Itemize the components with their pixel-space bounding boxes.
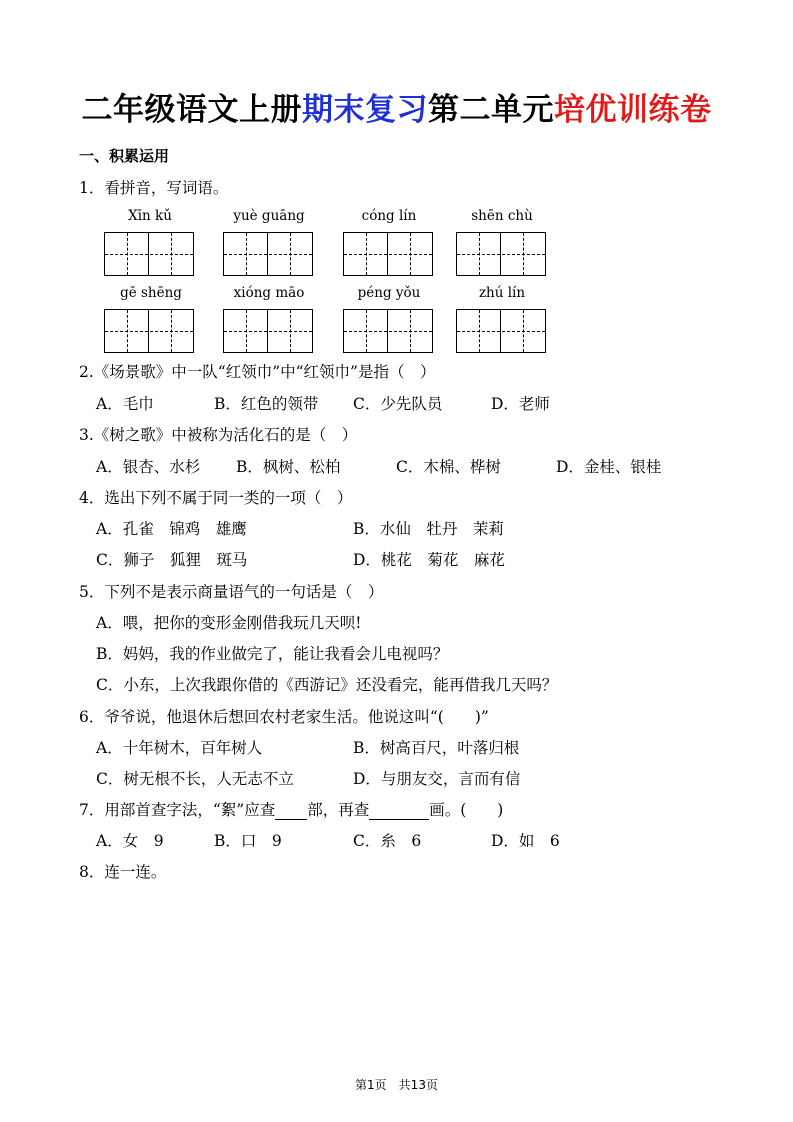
option-c[interactable]: C．狮子 狐狸 斑马 [96,551,248,569]
writing-grid[interactable] [104,309,194,353]
question-7-stem-a: 7．用部首查字法，“絮”应查 [79,801,276,819]
pinyin-label: Xīn kǔ [128,208,172,224]
option-c[interactable]: C．少先队员 [353,395,443,413]
pinyin-label: xióng māo [233,285,305,301]
option-a[interactable]: A．十年树木，百年树人 [96,739,263,757]
option-d[interactable]: D．桃花 菊花 麻花 [353,551,505,569]
writing-grid[interactable] [104,232,194,276]
pinyin-label: gē shēng [120,285,182,301]
option-a[interactable]: A．喂，把你的变形金刚借我玩几天呗! [96,614,362,632]
question-4-stem: 4．选出下列不属于同一类的一项（ ） [79,489,353,507]
option-b[interactable]: B．枫树、松柏 [236,458,341,476]
pinyin-label: shēn chù [471,208,533,224]
section-heading: 一、积累运用 [79,147,170,165]
writing-grid[interactable] [223,232,313,276]
option-d[interactable]: D．老师 [491,395,550,413]
option-b[interactable]: B．红色的领带 [214,395,319,413]
option-c[interactable]: C．小东，上次我跟你借的《西游记》还没看完，能再借我几天吗？ [96,676,558,694]
writing-grid[interactable] [456,232,546,276]
page-footer: 第1页 共13页 [355,1078,438,1092]
pinyin-label: yuè guāng [233,208,305,224]
option-a[interactable]: A．银杏、水杉 [96,458,201,476]
question-8-stem: 8．连一连。 [79,863,167,881]
option-a[interactable]: A．毛巾 [96,395,154,413]
option-c[interactable]: C．糸 6 [353,832,422,850]
option-b[interactable]: B．妈妈，我的作业做完了，能让我看会儿电视吗？ [96,645,449,663]
question-1-stem: 1．看拼音，写词语。 [79,179,229,197]
option-d[interactable]: D．如 6 [491,832,560,850]
option-c[interactable]: C．木棉、桦树 [396,458,501,476]
page-title [0,84,793,129]
pinyin-label: cóng lín [361,208,417,224]
option-c[interactable]: C．树无根不长，人无志不立 [96,770,294,788]
writing-grid[interactable] [343,232,433,276]
option-b[interactable]: B．口 9 [214,832,282,850]
answer-blank-strokes[interactable] [369,801,429,820]
writing-grid[interactable] [223,309,313,353]
option-a[interactable]: A．孔雀 锦鸡 雄鹰 [96,520,247,538]
title-part-2: 期末复习 [302,92,428,128]
option-d[interactable]: D．与朋友交，言而有信 [353,770,521,788]
writing-grid[interactable] [456,309,546,353]
question-7-stem-b: 部，再查 [307,801,370,819]
writing-grid[interactable] [343,309,433,353]
question-5-stem: 5．下列不是表示商量语气的一句话是（ ） [79,583,384,601]
title-part-3: 第二单元 [428,92,554,128]
question-7-stem [79,798,503,820]
option-d[interactable]: D．金桂、银桂 [556,458,662,476]
question-7-stem-c: 画。( ) [429,801,504,819]
option-a[interactable]: A．女 9 [96,832,164,850]
pinyin-label: péng yǒu [357,285,421,301]
option-b[interactable]: B．水仙 牡丹 茉莉 [353,520,504,538]
question-3-stem: 3.《树之歌》中被称为活化石的是（ ） [79,426,358,444]
title-part-1: 二年级语文上册 [81,92,302,128]
option-b[interactable]: B．树高百尺，叶落归根 [353,739,520,757]
answer-blank-radical[interactable] [275,801,307,820]
question-6-stem: 6．爷爷说，他退休后想回农村老家生活。他说这叫“( )” [79,708,489,726]
pinyin-label: zhú lín [478,285,526,301]
question-2-stem: 2.《场景歌》中一队“红领巾”中“红领巾”是指（ ） [79,363,436,381]
title-part-4: 培优训练卷 [554,92,712,128]
